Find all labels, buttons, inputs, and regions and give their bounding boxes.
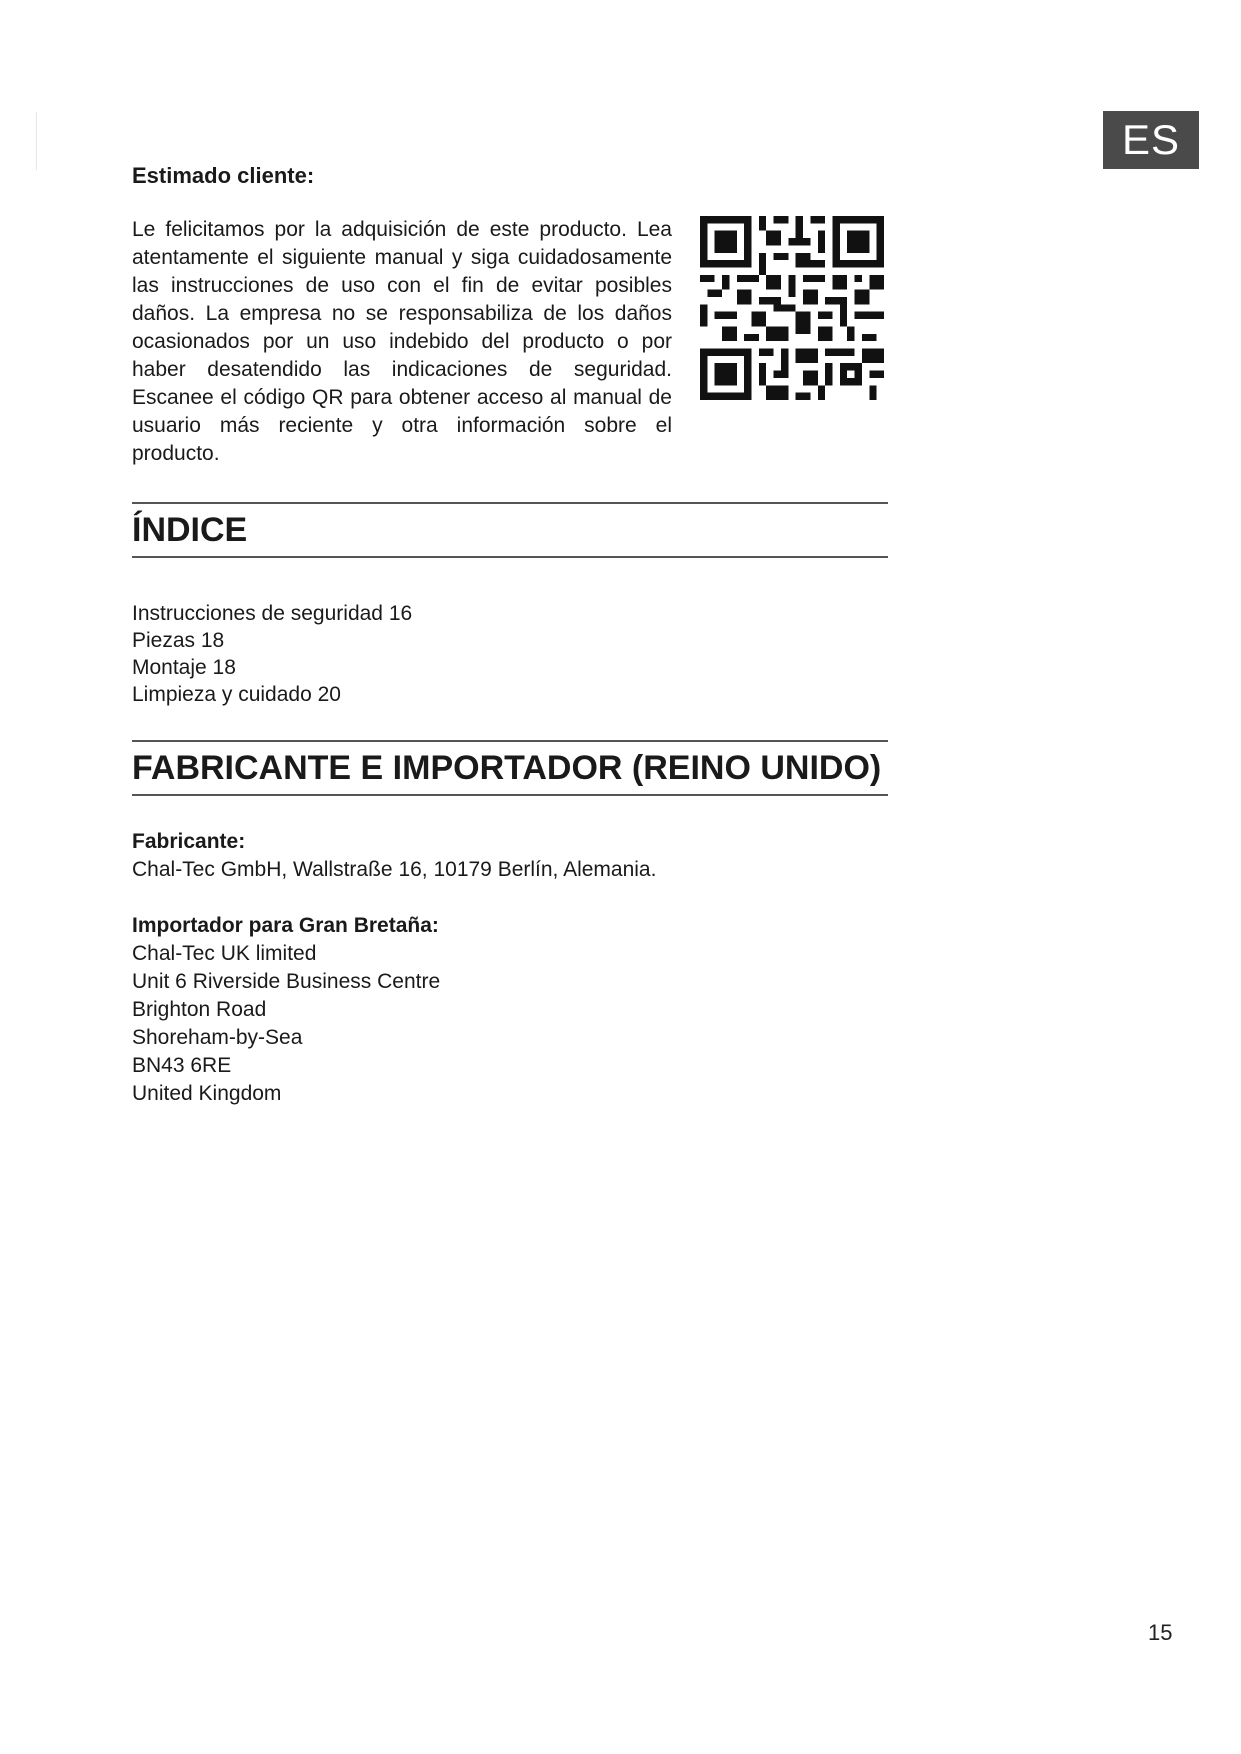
- index-item: Montaje 18: [132, 656, 236, 679]
- greeting: Estimado cliente:: [132, 163, 315, 188]
- index-title: ÍNDICE: [132, 511, 248, 549]
- index-item: Instrucciones de seguridad 16: [132, 602, 413, 625]
- index-rule-bottom: [132, 556, 888, 558]
- manufacturer-label: Fabricante:: [132, 830, 246, 853]
- importer-line: BN43 6RE: [132, 1054, 232, 1077]
- qr-code-icon: [700, 216, 884, 400]
- importer-block: [132, 912, 888, 1108]
- language-tab: ES: [1103, 111, 1199, 169]
- page-content: [132, 160, 888, 1108]
- importer-line: Brighton Road: [132, 998, 267, 1021]
- manufacturer-section-title: FABRICANTE E IMPORTADOR (REINO UNIDO): [132, 749, 882, 787]
- index-list: [132, 600, 888, 708]
- margin-line: [36, 112, 37, 170]
- importer-line: United Kingdom: [132, 1082, 282, 1105]
- intro-block: [132, 216, 888, 468]
- index-item: Limpieza y cuidado 20: [132, 683, 341, 706]
- importer-line: Shoreham-by-Sea: [132, 1026, 303, 1049]
- importer-line: Unit 6 Riverside Business Centre: [132, 970, 441, 993]
- manufacturer-rule-bottom: [132, 794, 888, 796]
- manufacturer-block: [132, 828, 888, 884]
- manufacturer-address: Chal-Tec GmbH, Wallstraße 16, 10179 Berlín, Alemania.: [132, 858, 657, 881]
- page-number: 15: [1148, 1620, 1173, 1645]
- importer-label: Importador para Gran Bretaña:: [132, 914, 439, 937]
- intro-text: Le felicitamos por la adquisición de este producto. Lea atentamente el siguiente manual y siga cuidadosamente las instrucciones de uso con el fin de evitar posibles daños. La empresa no se responsabiliza de los daños ocasionados por un uso indebido del producto o por haber desatendido las indicaciones de seguridad. Escanee el código QR para obtener acceso al manual de usuario más reciente y otra información sobre el producto.: [132, 218, 672, 465]
- importer-line: Chal-Tec UK limited: [132, 942, 317, 965]
- index-item: Piezas 18: [132, 629, 225, 652]
